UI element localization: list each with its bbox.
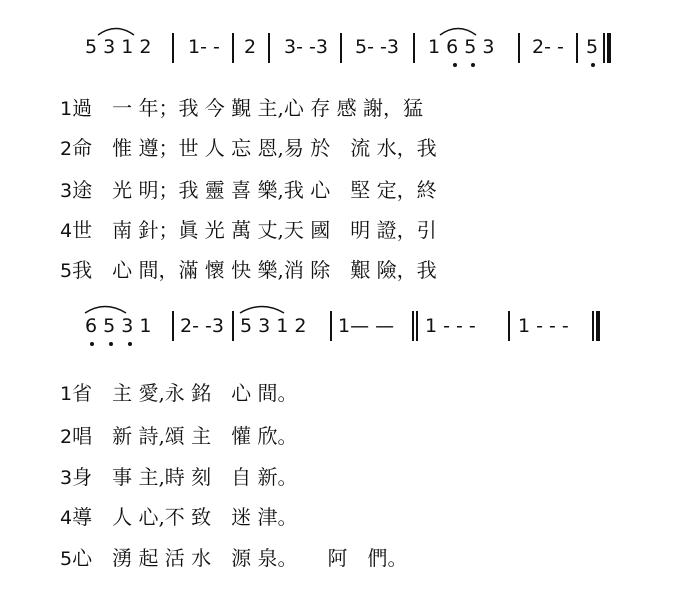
- lyric-text: 命 惟 遵；世 人 忘 恩,易 於 流 水，我: [72, 136, 437, 160]
- lyric-line: [60, 218, 437, 243]
- verse-number: 1: [60, 383, 73, 405]
- lyric-line: [60, 258, 437, 283]
- verse-number: 5: [60, 548, 73, 570]
- lyric-text: 唱 新 詩,頌 主 懽 欣。: [72, 424, 298, 448]
- octave-dot: [109, 342, 113, 346]
- verse-number: 1: [60, 98, 73, 120]
- measure: 1- -: [188, 36, 220, 58]
- barline: [508, 311, 510, 341]
- barline: [412, 311, 414, 341]
- verse-number: 3: [60, 467, 73, 489]
- lyric-text: 過 一 年；我 今 覲 主,心 存 感 謝，猛: [72, 96, 423, 120]
- lyric-line: [60, 424, 298, 449]
- measure: 5 3 1 2: [240, 315, 307, 337]
- lyric-line: [60, 136, 437, 161]
- measure: 6 5 3 1: [85, 315, 152, 337]
- lyric-text: 世 南 針；眞 光 萬 丈,天 國 明 證，引: [72, 218, 437, 242]
- measure: 5: [586, 36, 599, 58]
- octave-dot: [90, 342, 94, 346]
- lyric-line: [60, 546, 408, 571]
- verse-number: 3: [60, 180, 73, 202]
- lyric-text: 我 心 間，滿 懷 快 樂,消 除 艱 險，我: [72, 258, 437, 282]
- lyric-line: [60, 96, 423, 121]
- lyric-text: 心 湧 起 活 水 源 泉。 阿 們。: [72, 546, 408, 570]
- barline: [330, 311, 332, 341]
- measure: 1 - - -: [518, 315, 569, 337]
- measure: 1— —: [338, 315, 395, 337]
- lyric-text: 省 主 愛,永 銘 心 間。: [72, 381, 298, 405]
- verse-number: 5: [60, 260, 73, 282]
- lyric-line: [60, 505, 298, 530]
- barline: [232, 311, 234, 341]
- verse-number: 4: [60, 507, 73, 529]
- barline: [592, 311, 594, 341]
- measure: 3- -3: [284, 36, 328, 58]
- measure: 2: [244, 36, 257, 58]
- lyric-line: [60, 381, 298, 406]
- lyric-text: 導 人 心,不 致 迷 津。: [72, 505, 298, 529]
- measure: 5 3 1 2: [85, 36, 152, 58]
- lyric-line: [60, 178, 437, 203]
- barline: [416, 311, 418, 341]
- double-barline: [596, 311, 600, 341]
- measure: 1 6 5 3: [428, 36, 495, 58]
- measure: 2- -3: [180, 315, 224, 337]
- lyric-text: 途 光 明；我 靈 喜 樂,我 心 堅 定，終: [72, 178, 437, 202]
- measure: 5- -3: [355, 36, 399, 58]
- verse-number: 2: [60, 426, 73, 448]
- lyric-line: [60, 465, 298, 490]
- verse-number: 2: [60, 138, 73, 160]
- measure: 1 - - -: [425, 315, 476, 337]
- barline: [172, 311, 174, 341]
- lyric-text: 身 事 主,時 刻 自 新。: [72, 465, 298, 489]
- octave-dot: [128, 342, 132, 346]
- verse-number: 4: [60, 220, 73, 242]
- measure: 2- -: [532, 36, 564, 58]
